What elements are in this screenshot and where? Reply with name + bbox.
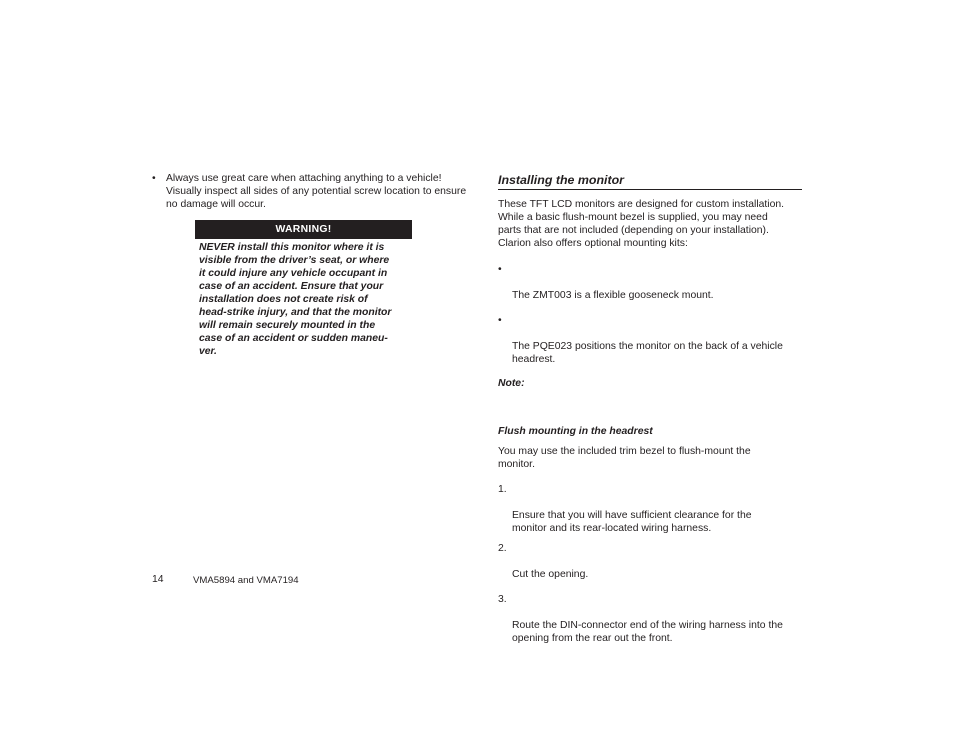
warning-text: NEVER install this monitor where it is visible from the driver’s seat, or where it could injure any vehicle occupant in case of an accident. Ensure that your installation does not create risk of head-strike injury, and that the monitor will remain securely mounted in the case of an accident or sudden maneu- ver. (199, 242, 392, 357)
step-text: Ensure that you will have sufficient clearance for the monitor and its rear-located wiring harness. (512, 510, 752, 534)
page-footer (152, 573, 352, 587)
mount-kit-bullet-text: The ZMT003 is a flexible gooseneck mount. (512, 290, 714, 301)
mount-kit-bullet-text: The PQE023 positions the monitor on the back of a vehicle headrest. (512, 341, 783, 365)
document-title: VMA5894 and VMA7194 (193, 575, 299, 586)
subsection-intro: You may use the included trim bezel to flush-mount the monitor. (498, 446, 751, 470)
mount-kit-bullet (498, 314, 802, 366)
bullet-icon: • (498, 315, 502, 326)
right-column (498, 172, 802, 645)
warning-box (195, 220, 412, 358)
bullet-icon: • (152, 173, 156, 184)
bullet-icon: • (498, 264, 502, 275)
section-title: Installing the monitor (498, 173, 802, 190)
subsection-heading: Flush mounting in the headrest (498, 426, 653, 437)
step-text: Route the DIN-connector end of the wiring harness into the opening from the rear out the front. (512, 620, 783, 644)
step-number: 3. (498, 594, 507, 605)
step-number: 1. (498, 484, 507, 495)
warning-header: WARNING! (195, 220, 412, 239)
caution-bullet (152, 172, 472, 211)
mount-kit-bullet (498, 263, 802, 302)
step-item (498, 542, 802, 581)
step-text: Cut the opening. (512, 569, 589, 580)
step-item (498, 483, 802, 535)
step-item (498, 593, 802, 645)
step-number: 2. (498, 543, 507, 554)
left-column (152, 172, 472, 358)
intro-paragraph: These TFT LCD monitors are designed for custom installation. While a basic flush-mount bezel is supplied, you may need parts that are not included (depending on your installation). Clarion also offers optional mounting kits: (498, 199, 785, 249)
page-number: 14 (152, 574, 164, 585)
caution-bullet-text: Always use great care when attaching anything to a vehicle! Visually inspect all sides of any potential screw location to ensure no damage will occur. (166, 173, 467, 210)
note-label: Note: (498, 378, 525, 389)
